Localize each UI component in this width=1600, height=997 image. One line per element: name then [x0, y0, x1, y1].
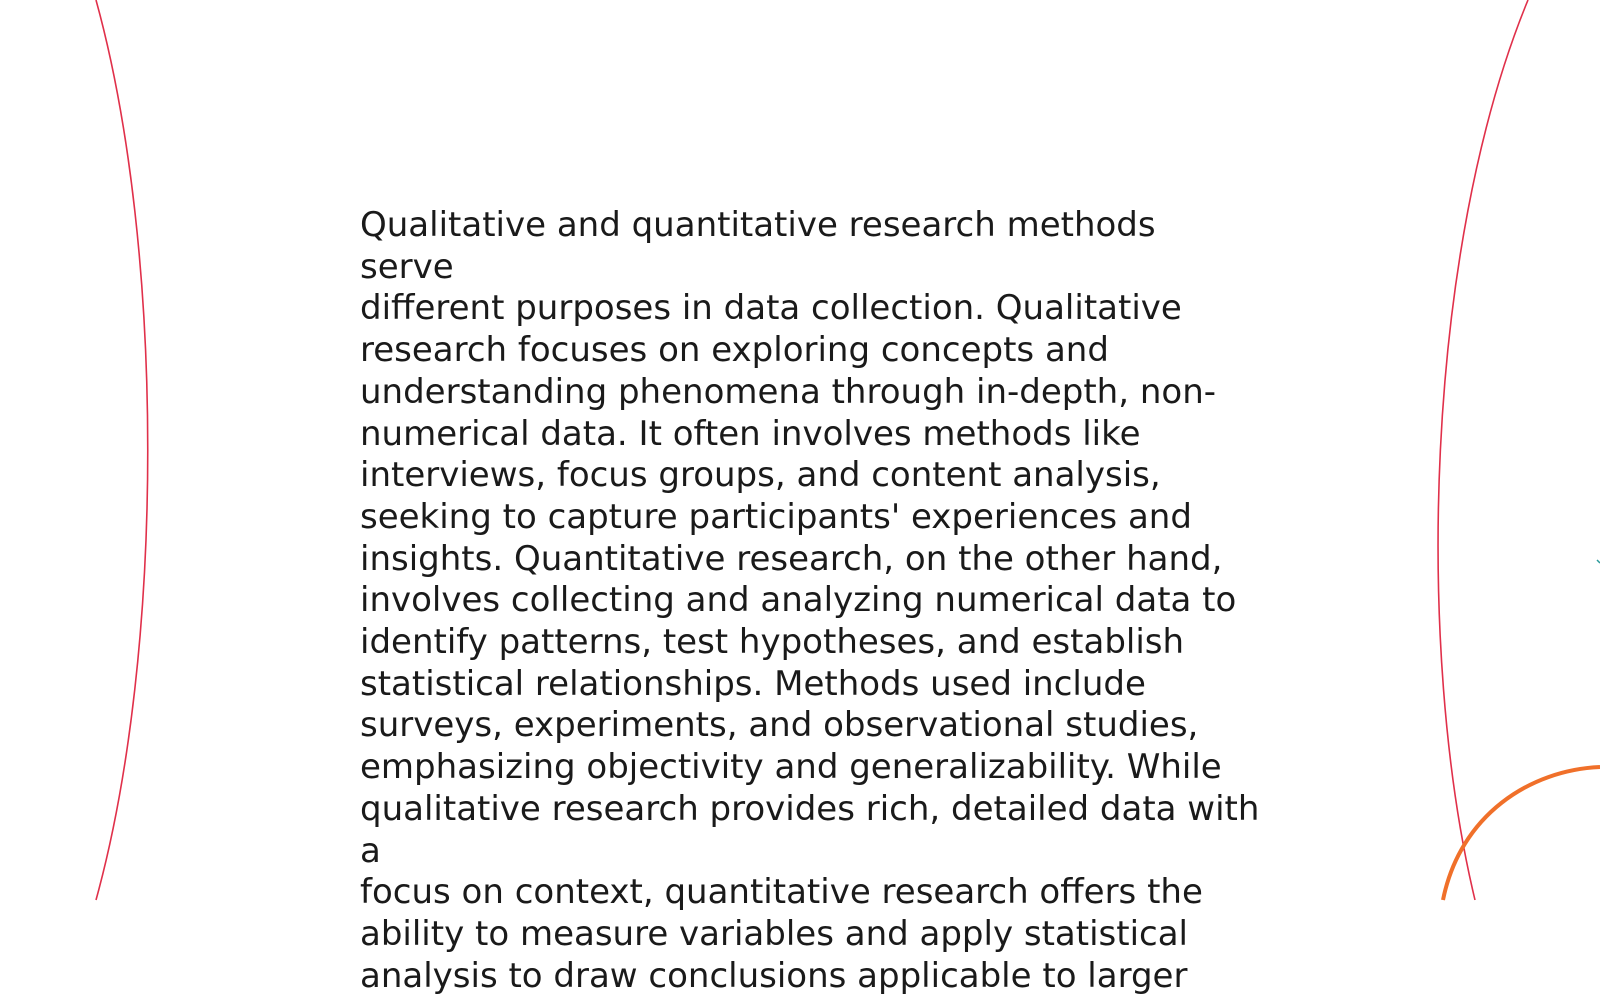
paragraph-line: numerical data. It often involves methods like [360, 413, 1141, 454]
paragraph-line: different purposes in data collection. Qualitative [360, 288, 1182, 329]
paragraph-line: statistical relationships. Methods used include [360, 663, 1146, 704]
paragraph-line: identify patterns, test hypotheses, and establish [360, 622, 1185, 663]
paragraph-line: analysis to draw conclusions applicable to larger [360, 955, 1188, 996]
paragraph-line: qualitative research provides rich, detailed data with a [360, 788, 1260, 871]
paragraph-line: interviews, focus groups, and content analysis, [360, 455, 1161, 496]
paragraph-line: involves collecting and analyzing numerical data to [360, 580, 1237, 621]
paragraph-line: Qualitative and quantitative research methods serve [360, 205, 1156, 287]
paragraph-line: focus on context, quantitative research offers the [360, 872, 1203, 913]
orange-decorative-arc [1443, 767, 1600, 900]
paragraph-line: emphasizing objectivity and generalizability. While [360, 747, 1222, 788]
paragraph-line: understanding phenomena through in-depth, non- [360, 371, 1217, 412]
right-decorative-arc [1438, 0, 1528, 900]
paragraph-line: ability to measure variables and apply statistical [360, 913, 1189, 954]
left-decorative-arc [96, 0, 148, 900]
paragraph-line: seeking to capture participants' experiences and [360, 496, 1192, 537]
paragraph-line: insights. Quantitative research, on the other hand, [360, 538, 1223, 579]
body-paragraph [360, 205, 1260, 997]
paragraph-line: research focuses on exploring concepts and [360, 330, 1109, 371]
paragraph-line: surveys, experiments, and observational studies, [360, 705, 1199, 746]
